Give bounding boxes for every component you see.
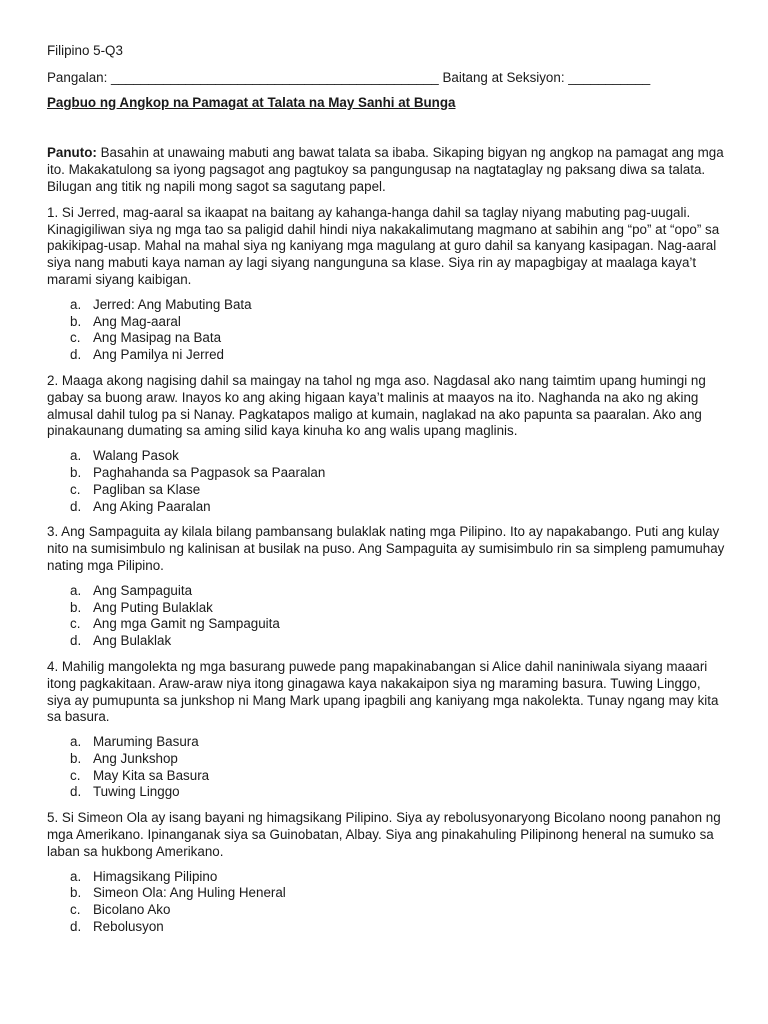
choice-item[interactable] bbox=[70, 919, 728, 936]
question-item bbox=[47, 524, 728, 650]
choice-list bbox=[47, 734, 728, 801]
choice-text: Himagsikang Pilipino bbox=[93, 868, 218, 884]
section-label: Baitang at Seksiyon: bbox=[442, 69, 565, 85]
choice-item[interactable] bbox=[70, 448, 728, 465]
choice-list bbox=[47, 297, 728, 364]
choice-item[interactable] bbox=[70, 885, 728, 902]
choice-item[interactable] bbox=[70, 482, 728, 499]
question-paragraph: 1. Si Jerred, mag-aaral sa ikaapat na baitang ay kahanga-hanga dahil sa taglay niyang mabuting pag-uugali. Kinagigiliwan siya ng mga tao sa paligid dahil hindi niya nakakalimutang magmano at sabihin ang “po” at “opo” sa pakikipag-usap. Mahal na mahal siya ng kaniyang mga magulang at guro dahil sa kanyang kasipagan. Nag-aaral siya nang mabuti kaya naman ay lagi siyang nangunguna sa klase. Siya rin ay mapagbigay at maalaga kaya’t marami siyang kaibigan. bbox=[47, 204, 720, 287]
question-paragraph: 2. Maaga akong nagising dahil sa maingay na tahol ng mga aso. Nagdasal ako nang taimtim upang humingi ng gabay sa buong araw. Inayos ko ang aking higaan kaya’t malinis at maayos na ito. Naghanda na ako ng aking almusal dahil tulog pa si Nanay. Pagkatapos maligo at kumain, naglakad na ako papunta sa paaralan. Ako ang pinakaunang dumating sa aming silid kaya kinuha ko ang walis upang maglinis. bbox=[47, 372, 706, 439]
choice-letter: b. bbox=[70, 599, 82, 615]
subject-label: Filipino 5-Q3 bbox=[47, 43, 123, 58]
choice-item[interactable] bbox=[70, 583, 728, 600]
choice-text: Rebolusyon bbox=[93, 919, 164, 935]
choice-text: Ang Masipag na Bata bbox=[93, 330, 222, 346]
choice-text: Ang Bulaklak bbox=[93, 633, 172, 649]
choice-letter: a. bbox=[70, 868, 82, 884]
choice-text: Ang mga Gamit ng Sampaguita bbox=[93, 616, 280, 632]
choice-letter: c. bbox=[70, 616, 81, 632]
choice-letter: b. bbox=[70, 885, 82, 901]
choice-letter: d. bbox=[70, 919, 82, 935]
name-label: Pangalan: bbox=[47, 69, 108, 85]
choice-text: Ang Puting Bulaklak bbox=[93, 599, 213, 615]
choice-text: Ang Pamilya ni Jerred bbox=[93, 347, 224, 363]
choice-item[interactable] bbox=[70, 314, 728, 331]
choice-letter: c. bbox=[70, 767, 81, 783]
choice-letter: a. bbox=[70, 448, 82, 464]
question-paragraph: 3. Ang Sampaguita ay kilala bilang pambansang bulaklak nating mga Pilipino. Ito ay napakabango. Puti ang kulay nito na sumisimbulo ng kalinisan at busilak na puso. Ang Sampaguita ay sumisimbulo rin sa simpleng pamumuhay nating mga Pilipino. bbox=[47, 524, 725, 573]
choice-letter: c. bbox=[70, 481, 81, 497]
choice-text: Ang Aking Paaralan bbox=[93, 498, 211, 514]
question-paragraph: 4. Mahilig mangolekta ng mga basurang puwede pang mapakinabangan si Alice dahil naniniwala siyang maaari itong pagkakitaan. Araw-araw niya itong ginagawa kaya nakakaipon siya ng maraming basura. Tuwing Linggo, siya ay pumupunta sa junkshop ni Mang Mark upang ipagbili ang kaniyang mga nakolekta. Tunay ngang may kita sa basura. bbox=[47, 658, 719, 725]
section-blank: ___________ bbox=[568, 69, 651, 85]
choice-text: Walang Pasok bbox=[93, 448, 179, 464]
choice-letter: a. bbox=[70, 582, 82, 598]
choice-text: Ang Sampaguita bbox=[93, 582, 193, 598]
choice-letter: c. bbox=[70, 902, 81, 918]
choice-item[interactable] bbox=[70, 330, 728, 347]
choice-list bbox=[47, 583, 728, 650]
choice-list bbox=[47, 869, 728, 936]
choice-letter: a. bbox=[70, 734, 82, 750]
choice-text: Pagliban sa Klase bbox=[93, 481, 201, 497]
choice-letter: d. bbox=[70, 347, 82, 363]
choice-item[interactable] bbox=[70, 751, 728, 768]
choice-text: Simeon Ola: Ang Huling Heneral bbox=[93, 885, 286, 901]
choice-item[interactable] bbox=[70, 784, 728, 801]
instructions-lead: Panuto: bbox=[47, 145, 97, 161]
choice-item[interactable] bbox=[70, 616, 728, 633]
choice-item[interactable] bbox=[70, 633, 728, 650]
question-item bbox=[47, 373, 728, 515]
choice-item[interactable] bbox=[70, 734, 728, 751]
worksheet-title: Pagbuo ng Angkop na Pamagat at Talata na May Sanhi at Bunga bbox=[47, 94, 456, 110]
choice-text: Paghahanda sa Pagpasok sa Paaralan bbox=[93, 464, 326, 480]
choice-letter: a. bbox=[70, 296, 82, 312]
choice-text: Jerred: Ang Mabuting Bata bbox=[93, 296, 252, 312]
question-item bbox=[47, 205, 728, 364]
choice-text: May Kita sa Basura bbox=[93, 767, 210, 783]
choice-item[interactable] bbox=[70, 297, 728, 314]
choice-letter: d. bbox=[70, 633, 82, 649]
choice-item[interactable] bbox=[70, 347, 728, 364]
choice-item[interactable] bbox=[70, 902, 728, 919]
question-item bbox=[47, 659, 728, 801]
name-blank: ____________________________________________ bbox=[111, 69, 439, 85]
choice-text: Ang Mag-aaral bbox=[93, 313, 181, 329]
choice-letter: b. bbox=[70, 313, 82, 329]
name-section-line bbox=[47, 70, 728, 87]
choice-letter: b. bbox=[70, 464, 82, 480]
instructions-text: Basahin at unawaing mabuti ang bawat talata sa ibaba. Sikaping bigyan ng angkop na pamagat ang mga ito. Makakatulong sa iyong pagsagot ang pagtukoy sa pangungusap na nagtataglay ng paksang diwa sa talata. Bilugan ang titik ng napili mong sagot sa sagutang papel. bbox=[47, 145, 724, 194]
choice-letter: c. bbox=[70, 330, 81, 346]
choice-list bbox=[47, 448, 728, 515]
choice-text: Maruming Basura bbox=[93, 734, 199, 750]
choice-item[interactable] bbox=[70, 600, 728, 617]
choice-item[interactable] bbox=[70, 768, 728, 785]
choice-item[interactable] bbox=[70, 465, 728, 482]
question-item bbox=[47, 810, 728, 936]
choice-item[interactable] bbox=[70, 869, 728, 886]
instructions bbox=[47, 145, 728, 195]
choice-text: Tuwing Linggo bbox=[93, 784, 180, 800]
choice-text: Bicolano Ako bbox=[93, 902, 171, 918]
choice-letter: d. bbox=[70, 784, 82, 800]
choice-letter: b. bbox=[70, 750, 82, 766]
question-list bbox=[47, 205, 728, 936]
choice-item[interactable] bbox=[70, 499, 728, 516]
choice-letter: d. bbox=[70, 498, 82, 514]
choice-text: Ang Junkshop bbox=[93, 750, 178, 766]
question-paragraph: 5. Si Simeon Ola ay isang bayani ng himagsikang Pilipino. Siya ay rebolusyonaryong Bicolano noong panahon ng mga Amerikano. Ipinanganak siya sa Guinobatan, Albay. Siya ang pinakahuling Pilipinong heneral na sumuko sa laban sa hukbong Amerikano. bbox=[47, 810, 721, 859]
